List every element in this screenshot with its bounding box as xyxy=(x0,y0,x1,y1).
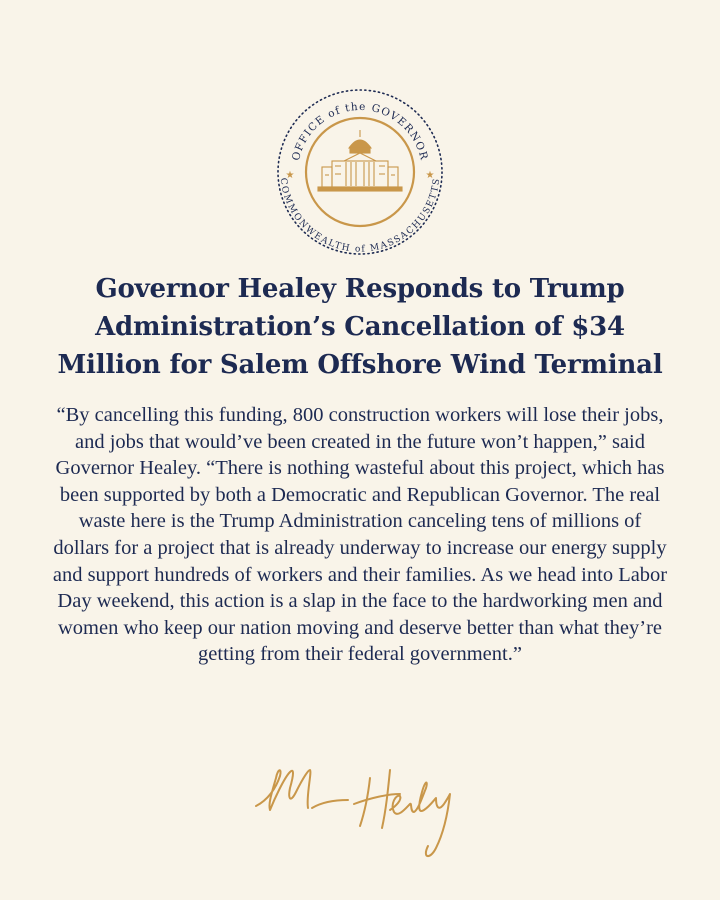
seal-top-text: OFFICE of the GOVERNOR xyxy=(290,100,430,162)
signature-svg xyxy=(250,748,475,868)
governor-quote: “By cancelling this funding, 800 construction workers will lose their jobs, and jobs that would’ve been created in the future won’t happen,” said Governor Healey. “There is nothing wasteful about this project, which has been supported by both a Democratic and Republican Governor. The real waste here is the Trump Administration canceling tens of millions of dollars for a project that is already underway to increase our energy supply and support hundreds of workers and their families. As we head into Labor Day weekend, this action is a slap in the face to the hardworking men and women who keep our nation moving and deserve better than what they’re getting from their federal government.” xyxy=(52,404,668,666)
seal-bottom-text: COMMONWEALTH of MASSACHUSETTS xyxy=(277,177,443,255)
state-house-icon xyxy=(318,130,402,191)
seal-star-left: ★ xyxy=(285,170,295,181)
governor-seal xyxy=(270,82,450,262)
signature-graphic xyxy=(250,748,475,868)
seal-graphic xyxy=(270,82,450,262)
seal-star-right: ★ xyxy=(425,170,435,181)
headline: Governor Healey Responds to Trump Administration’s Cancellation of $34 Million for Salem Offshore Wind Terminal xyxy=(57,274,663,380)
